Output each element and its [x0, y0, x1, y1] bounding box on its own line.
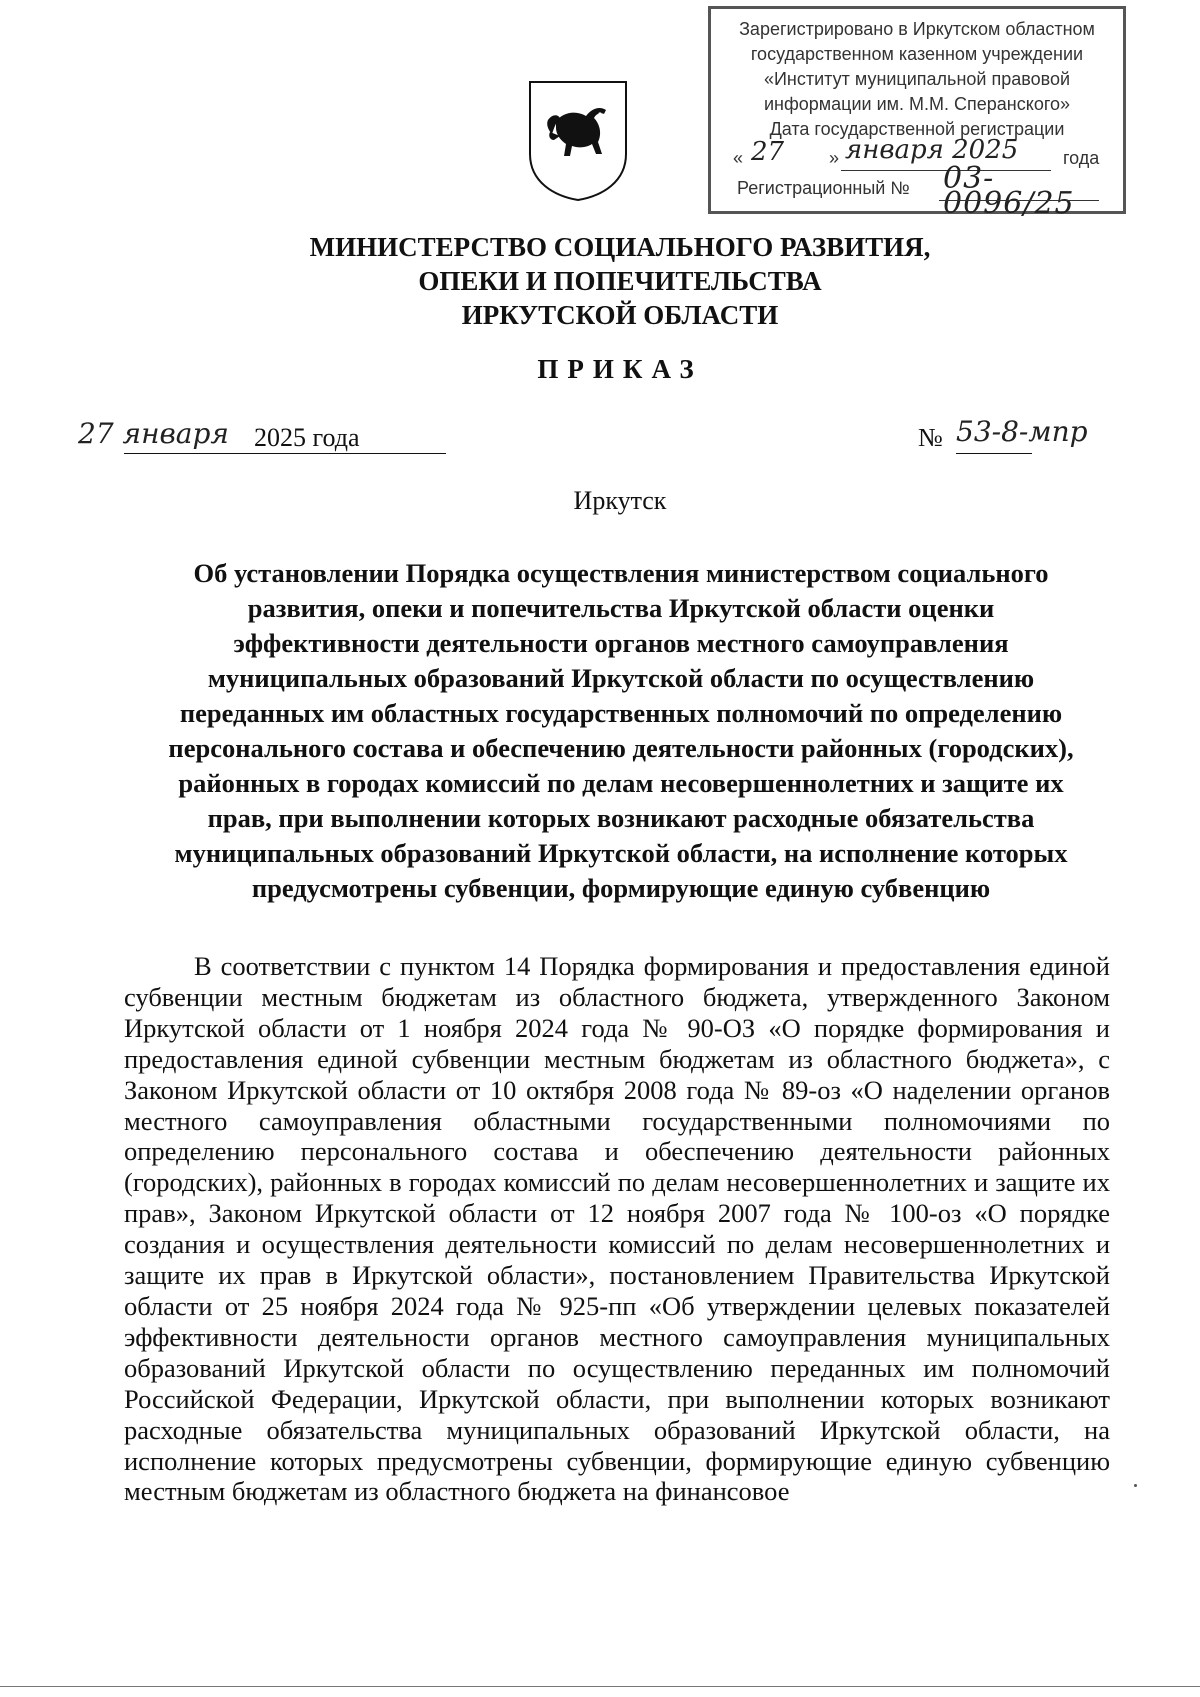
stamp-handwritten-day: 27 [751, 137, 785, 167]
body-paragraph: В соответствии с пунктом 14 Порядка формирования и предоставления единой субвенции местным бюджетам из областного бюджета, утвержденного Законом Иркутской области от 1 ноября 2024 года № 90-ОЗ «О порядке формирования и предоставления единой субвенции местным бюджетам из областного бюджета», с Законом Иркутской области от 10 октября 2008 года № 89-оз «О наделении органов местного самоуправления областными государственными полномочиями по определению персонального состава и обеспечению деятельности районных (городских), районных в городах комиссий по делам несовершеннолетних и защите их прав», Законом Иркутской области от 12 ноября 2007 года № 100-оз «О порядке создания и осуществления деятельности комиссий по делам несовершеннолетних и защите их прав в Иркутской области», постановлением Правительства Иркутской области от 25 ноября 2024 года № 925-пп «Об утверждении целевых показателей эффективности деятельности органов местного самоуправления муниципальных образований Иркутской области по осуществлению переданных им полномочий Российской Федерации, Иркутской области, при выполнении которых возникают расходные обязательства муниципальных образований Иркутской области, на исполнение которых предусмотрены субвенции, формирующие единую субвенцию местным бюджетам из областного бюджета на финансовое [124, 951, 1110, 1507]
order-date [78, 415, 478, 459]
stamp-date-suffix: года [1063, 148, 1100, 168]
ministry-name [200, 230, 1040, 332]
stamp-line: Дата государственной регистрации [769, 119, 1065, 139]
stamp-handwritten-month-year: января 2025 [845, 135, 1019, 165]
stamp-reg-row [711, 161, 1123, 221]
ministry-line: ОПЕКИ И ПОПЕЧИТЕЛЬСТВА [418, 266, 822, 296]
document-type: ПРИКАЗ [537, 354, 703, 384]
stamp-line: государственном казенном учреждении [750, 44, 1084, 64]
ministry-line: ИРКУТСКОЙ ОБЛАСТИ [461, 300, 779, 330]
date-underline [124, 453, 446, 454]
city: Иркутск [573, 486, 667, 515]
number-underline [956, 453, 1032, 454]
order-year: 2025 года [254, 423, 360, 452]
order-number [918, 415, 1138, 459]
number-sign: № [918, 423, 943, 452]
stamp-open-quote: « [733, 148, 744, 168]
scan-speck [1134, 1484, 1137, 1487]
stamp-line: Зарегистрировано в Иркутском областном [739, 19, 1095, 39]
ministry-line: МИНИСТЕРСТВО СОЦИАЛЬНОГО РАЗВИТИЯ, [309, 232, 931, 262]
order-title: Об установлении Порядка осуществления министерством социального развития, опеки и попечительства Иркутской области оценки эффективности деятельности органов местного самоуправления муниципальных образований Иркутской области по осуществлению переданных им областных государственных полномочий по определению персонального состава и обеспечению деятельности районных (городских), районных в городах комиссий по делам несовершеннолетних и защите их прав, при выполнении которых возникают расходные обязательства муниципальных образований Иркутской области, на исполнение которых предусмотрены субвенции, формирующие единую субвенцию [168, 558, 1074, 903]
registration-stamp [708, 6, 1126, 221]
stamp-reg-underline [939, 200, 1099, 201]
handwritten-date: 27 января [78, 417, 229, 450]
stamp-reg-label: Регистрационный № [737, 178, 910, 198]
stamp-close-quote: » [829, 148, 840, 168]
stamp-handwritten-reg-number: 03-0096/25 [943, 161, 1075, 221]
page-bottom-edge [0, 1686, 1200, 1687]
stamp-line: информации им. М.М. Сперанского» [763, 94, 1071, 114]
irkutsk-coat-of-arms-icon [526, 78, 630, 202]
handwritten-number: 53-8-мпр [956, 415, 1088, 448]
stamp-line: «Институт муниципальной правовой [763, 69, 1071, 89]
